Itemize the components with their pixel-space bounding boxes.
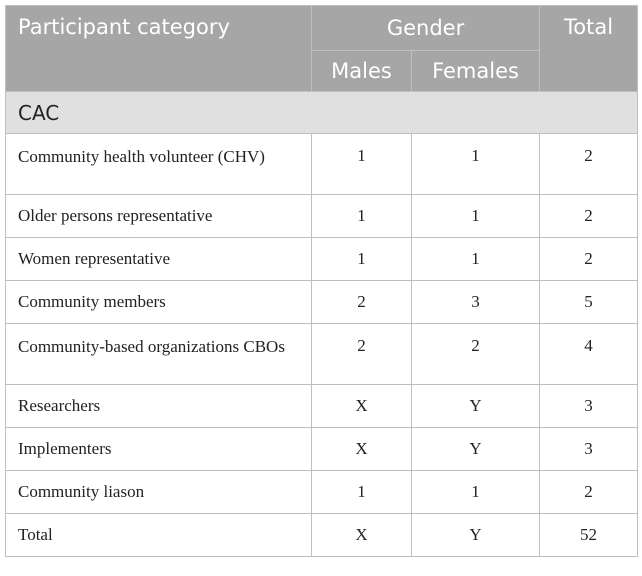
row-category: Community-based organizations CBOs [6, 324, 312, 385]
row-females: Y [412, 514, 540, 557]
header-total: Total [540, 6, 638, 92]
table-row [6, 471, 638, 514]
row-category: Community members [6, 281, 312, 324]
header-males: Males [312, 51, 412, 92]
row-males: 2 [312, 324, 412, 385]
row-males: X [312, 428, 412, 471]
row-males: 1 [312, 195, 412, 238]
participants-table [5, 5, 638, 557]
row-total: 5 [540, 281, 638, 324]
row-females: 1 [412, 238, 540, 281]
section-label: CAC [6, 92, 638, 134]
row-category: Community liason [6, 471, 312, 514]
table-row [6, 238, 638, 281]
row-females: Y [412, 428, 540, 471]
header-row-1 [6, 6, 638, 51]
row-category: Implementers [6, 428, 312, 471]
row-total: 3 [540, 428, 638, 471]
row-total: 2 [540, 471, 638, 514]
table-row [6, 134, 638, 195]
row-category: Community health volunteer (CHV) [6, 134, 312, 195]
row-females: 3 [412, 281, 540, 324]
row-category: Researchers [6, 385, 312, 428]
row-males: 2 [312, 281, 412, 324]
header-gender: Gender [312, 6, 540, 51]
row-total: 2 [540, 238, 638, 281]
row-males: X [312, 385, 412, 428]
table-row [6, 385, 638, 428]
table-row [6, 324, 638, 385]
row-total: 3 [540, 385, 638, 428]
row-total: 2 [540, 195, 638, 238]
row-category: Total [6, 514, 312, 557]
row-males: 1 [312, 238, 412, 281]
row-total: 2 [540, 134, 638, 195]
row-males: 1 [312, 134, 412, 195]
table-row [6, 195, 638, 238]
row-females: 1 [412, 471, 540, 514]
row-females: 1 [412, 134, 540, 195]
table-row [6, 428, 638, 471]
header-females: Females [412, 51, 540, 92]
row-females: 2 [412, 324, 540, 385]
row-males: 1 [312, 471, 412, 514]
row-category: Women representative [6, 238, 312, 281]
table-row [6, 281, 638, 324]
row-category: Older persons representative [6, 195, 312, 238]
row-males: X [312, 514, 412, 557]
row-females: 1 [412, 195, 540, 238]
total-row [6, 514, 638, 557]
section-row [6, 92, 638, 134]
header-category: Participant category [6, 6, 312, 92]
row-total: 4 [540, 324, 638, 385]
row-females: Y [412, 385, 540, 428]
row-total: 52 [540, 514, 638, 557]
